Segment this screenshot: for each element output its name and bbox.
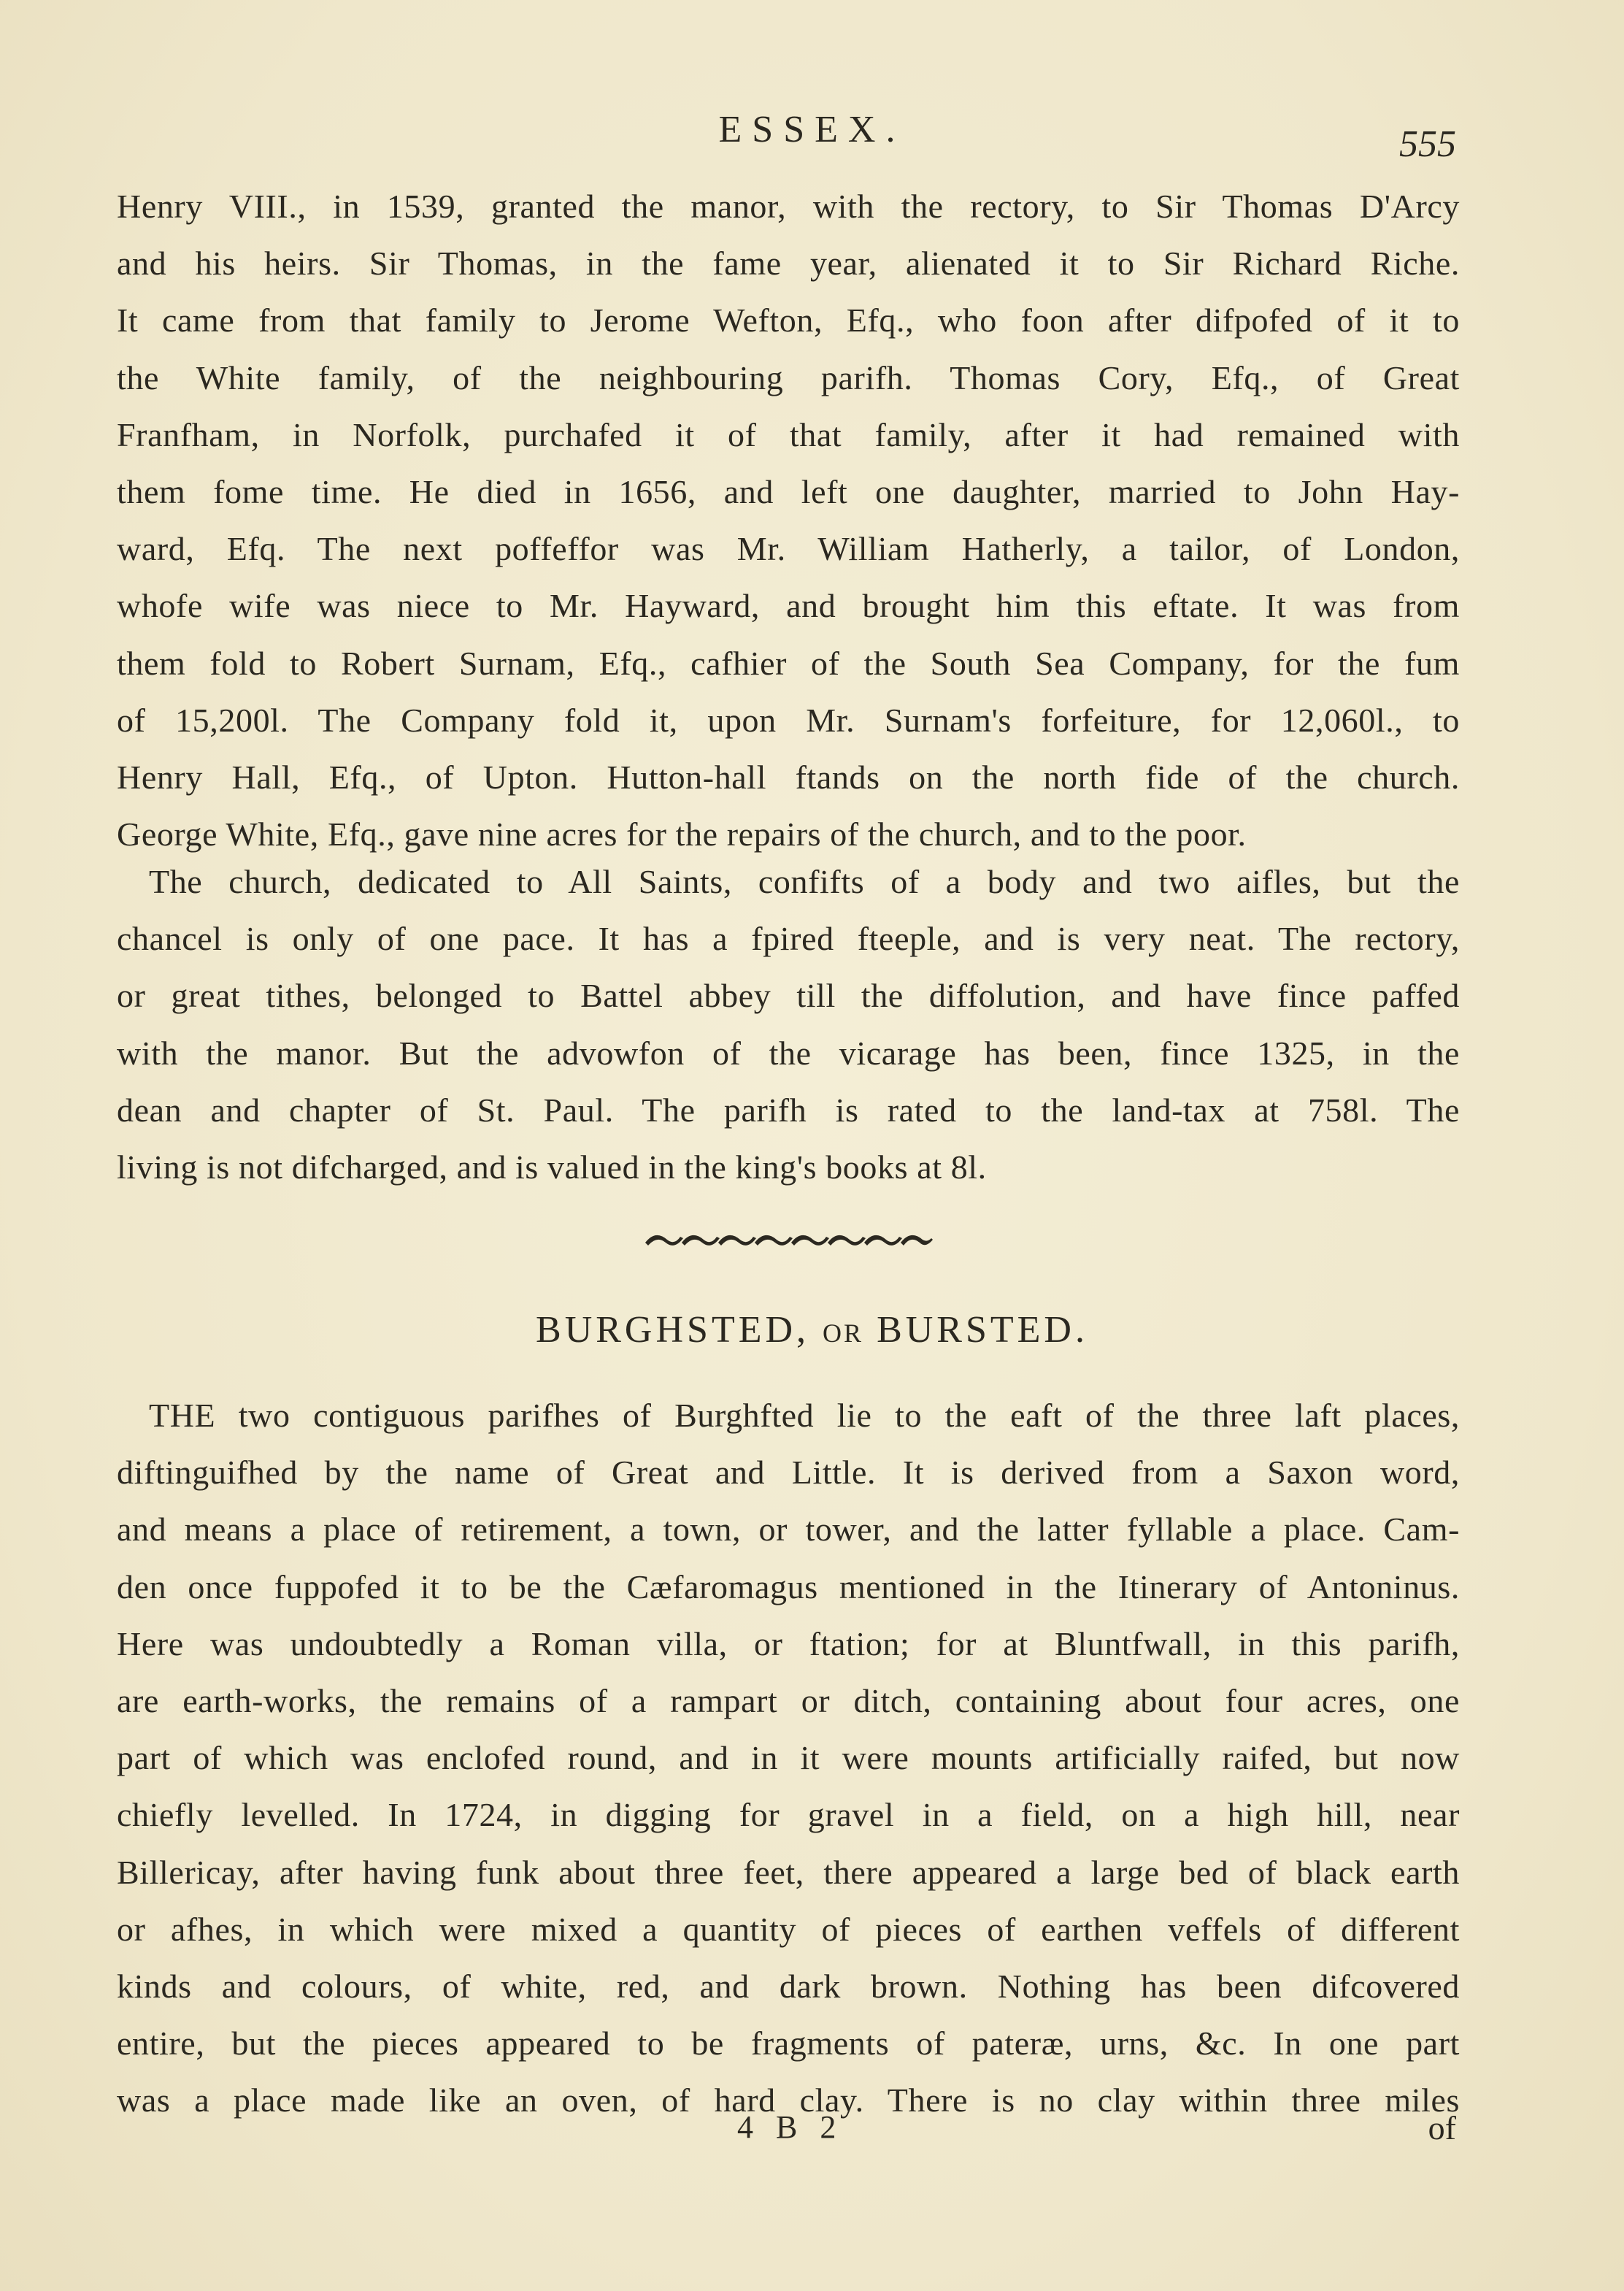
- text-line: are earth-works, the remains of a rampart or ditch, containing about four acres, one: [117, 1681, 1460, 1719]
- text-line: kinds and colours, of white, red, and dark brown. Nothing has been difcovered: [117, 1967, 1460, 2005]
- text-line: the White family, of the neighbouring parifh. Thomas Cory, Efq., of Great: [117, 358, 1460, 396]
- text-line: part of which was enclofed round, and in it were mounts artificially raifed, but now: [117, 1739, 1460, 1777]
- section-title-or: OR: [823, 1319, 864, 1348]
- text-line: entire, but the pieces appeared to be fragments of pateræ, urns, &c. In one part: [117, 2025, 1460, 2062]
- section-ornament: [642, 1227, 934, 1251]
- page-number: 555: [1399, 123, 1456, 165]
- text-line: chiefly levelled. In 1724, in digging for gravel in a field, on a high hill, near: [117, 1796, 1460, 1834]
- text-line: them fold to Robert Surnam, Efq., cafhier of the South Sea Company, for the fum: [117, 644, 1460, 682]
- text-line: diftinguifhed by the name of Great and Little. It is derived from a Saxon word,: [117, 1454, 1460, 1492]
- text-line: living is not difcharged, and is valued in the king's books at 8l.: [117, 1148, 987, 1186]
- text-line: and his heirs. Sir Thomas, in the fame year, alienated it to Sir Richard Riche.: [117, 245, 1460, 283]
- paragraph-3: [117, 1387, 1460, 2129]
- section-title-alt: BURSTED.: [877, 1309, 1088, 1351]
- text-line: them fome time. He died in 1656, and left one daughter, married to John Hay-: [117, 472, 1460, 510]
- running-title: ESSEX.: [718, 109, 906, 150]
- catchword: of: [1428, 2109, 1456, 2146]
- text-line: or afhes, in which were mixed a quantity of pieces of earthen veffels of different: [117, 1910, 1460, 1948]
- text-line: den once fuppofed it to be the Cæfaromagus mentioned in the Itinerary of Antoninus.: [117, 1567, 1460, 1605]
- text-line: Billericay, after having funk about three feet, there appeared a large bed of black earth: [117, 1853, 1460, 1891]
- text-line: Here was undoubtedly a Roman villa, or ftation; for at Bluntfwall, in this parifh,: [117, 1624, 1460, 1662]
- section-title-main: BURGHSTED,: [536, 1309, 810, 1351]
- text-line: It came from that family to Jerome Wefton, Efq., who foon after difpofed of it to: [117, 302, 1460, 339]
- text-line: and means a place of retirement, a town, or tower, and the latter fyllable a place. Cam-: [117, 1511, 1460, 1549]
- text-line: was a place made like an oven, of hard clay. There is no clay within three miles: [117, 2081, 1460, 2119]
- text-line: whofe wife was niece to Mr. Hayward, and brought him this eftate. It was from: [117, 587, 1460, 625]
- text-line: George White, Efq., gave nine acres for the repairs of the church, and to the poor.: [117, 816, 1247, 853]
- paragraph-2: [117, 853, 1460, 1196]
- text-line: with the manor. But the advowfon of the vicarage has been, fince 1325, in the: [117, 1034, 1460, 1072]
- text-line: THE two contiguous parifhes of Burghfted lie to the eaft of the three laft places,: [149, 1397, 1460, 1434]
- section-heading: [0, 1308, 1624, 1351]
- text-line: ward, Efq. The next poffeffor was Mr. William Hatherly, a tailor, of London,: [117, 530, 1460, 568]
- text-line: or great tithes, belonged to Battel abbey till the diffolution, and have fince paffed: [117, 977, 1460, 1015]
- signature-mark: 4 B 2: [737, 2109, 844, 2145]
- text-line: Franfham, in Norfolk, purchafed it of that family, after it had remained with: [117, 415, 1460, 453]
- text-line: dean and chapter of St. Paul. The parifh is rated to the land-tax at 758l. The: [117, 1091, 1460, 1129]
- text-line: Henry VIII., in 1539, granted the manor, with the rectory, to Sir Thomas D'Arcy: [117, 188, 1460, 225]
- text-line: The church, dedicated to All Saints, confifts of a body and two aifles, but the: [149, 863, 1460, 900]
- text-line: Henry Hall, Efq., of Upton. Hutton-hall ftands on the north fide of the church.: [117, 758, 1460, 796]
- paragraph-1: [117, 178, 1460, 863]
- text-line: chancel is only of one pace. It has a fpired fteeple, and is very neat. The rectory,: [117, 920, 1460, 958]
- text-line: of 15,200l. The Company fold it, upon Mr. Surnam's forfeiture, for 12,060l., to: [117, 701, 1460, 739]
